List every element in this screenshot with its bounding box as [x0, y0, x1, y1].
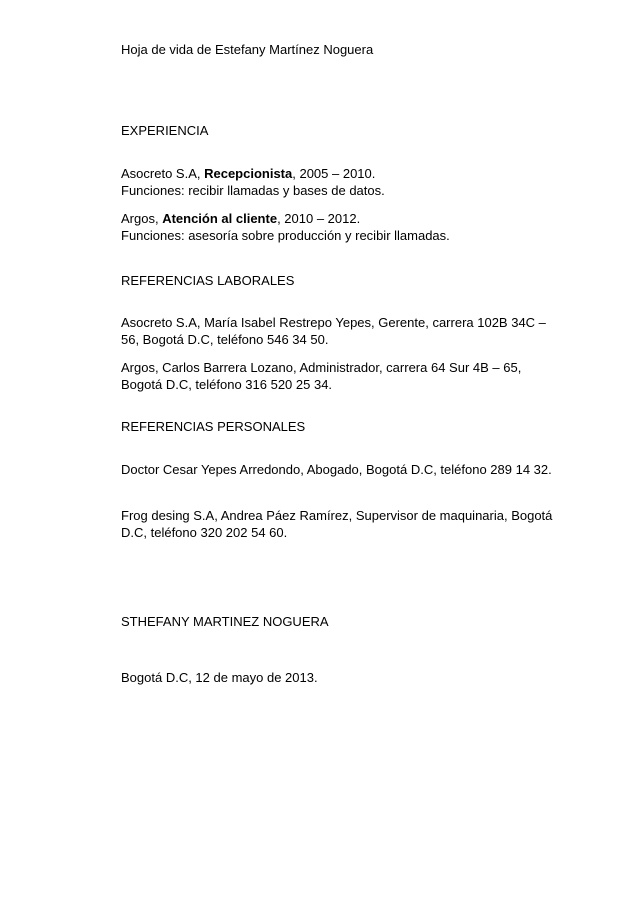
document-header: Hoja de vida de Estefany Martínez Noguera — [121, 42, 374, 57]
section-heading-referencias-laborales: REFERENCIAS LABORALES — [121, 273, 295, 288]
experience-company: Argos, — [121, 211, 163, 226]
signature-name: STHEFANY MARTINEZ NOGUERA — [121, 614, 329, 629]
experience-functions: Funciones: asesoría sobre producción y recibir llamadas. — [121, 228, 450, 243]
experience-role: Atención al cliente — [162, 211, 278, 226]
section-heading-referencias-personales: REFERENCIAS PERSONALES — [121, 419, 306, 434]
work-reference-entry: Asocreto S.A, María Isabel Restrepo Yepes, Gerente, carrera 102B 34C – 56, Bogotá D.C, teléfono 546 34 50. — [121, 315, 546, 347]
experience-period: , 2010 – 2012. — [277, 211, 361, 226]
experience-entry — [121, 165, 561, 199]
experience-role: Recepcionista — [204, 166, 293, 181]
experience-company: Asocreto S.A, — [121, 166, 205, 181]
work-reference-entry: Argos, Carlos Barrera Lozano, Administrador, carrera 64 Sur 4B – 65, Bogotá D.C, teléfono 316 520 25 34. — [121, 360, 522, 392]
personal-reference-entry: Frog desing S.A, Andrea Páez Ramírez, Supervisor de maquinaria, Bogotá D.C, teléfono 320 202 54 60. — [121, 508, 553, 540]
experience-period: , 2005 – 2010. — [292, 166, 376, 181]
experience-functions: Funciones: recibir llamadas y bases de datos. — [121, 183, 385, 198]
section-heading-experiencia: EXPERIENCIA — [121, 123, 209, 138]
personal-reference-entry: Doctor Cesar Yepes Arredondo, Abogado, Bogotá D.C, teléfono 289 14 32. — [121, 462, 552, 477]
experience-entry — [121, 210, 561, 244]
place-and-date: Bogotá D.C, 12 de mayo de 2013. — [121, 670, 318, 685]
